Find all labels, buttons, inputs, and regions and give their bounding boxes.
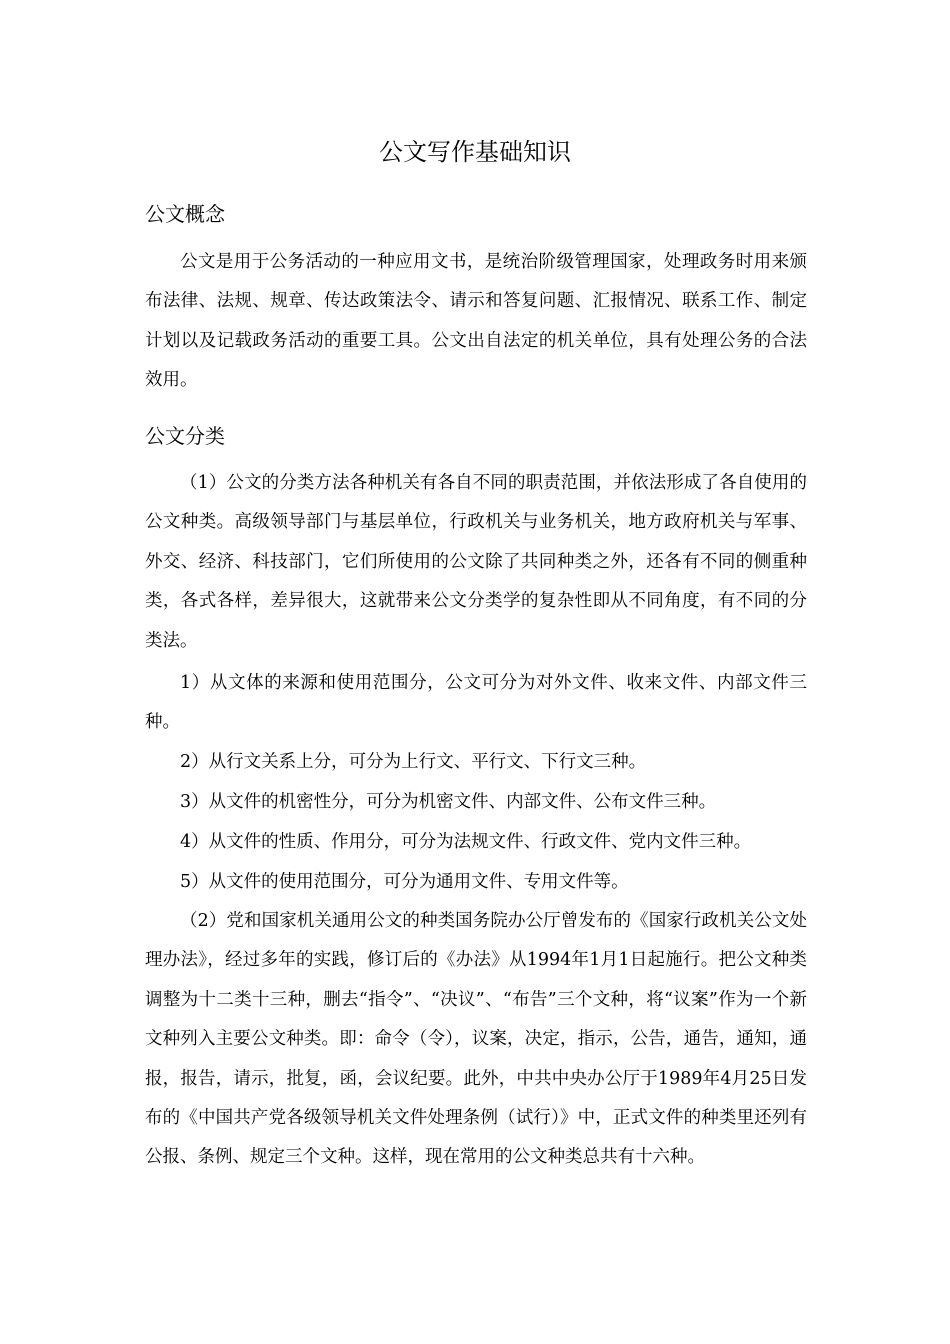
document-title: 公文写作基础知识	[379, 138, 571, 166]
section-heading-classification: 公文分类	[145, 424, 225, 448]
list-item-classification-a: 1）从文体的来源和使用范围分，公文可分为对外文件、收来文件、内部文件三种。	[145, 673, 807, 733]
paragraph-classification-1: （1）公文的分类方法各种机关有各自不同的职责范围，并依法形成了各自使用的公文种类。高级领导部门与基层单位，行政机关与业务机关，地方政府机关与军事、外交、经济、科技部门，它们所使用的公文除了共同种类之外，还各有不同的侧重种类，各式各样，差异很大，这就带来公文分类学的复杂性即从不同角度，有不同的分类法。	[145, 473, 807, 651]
paragraph-concept: 公文是用于公务活动的一种应用文书，是统治阶级管理国家，处理政务时用来颁布法律、法规、规章、传达政策法令、请示和答复问题、汇报情况、联系工作、制定计划以及记载政务活动的重要工具。公文出自法定的机关单位，具有处理公务的合法效用。	[145, 252, 807, 391]
list-item-classification-c: 3）从文件的机密性分，可分为机密文件、内部文件、公布文件三种。	[180, 792, 717, 812]
section-heading-concept: 公文概念	[145, 202, 225, 226]
list-item-classification-e: 5）从文件的使用范围分，可分为通用文件、专用文件等。	[180, 872, 629, 892]
paragraph-classification-2: （2）党和国家机关通用公文的种类国务院办公厅曾发布的《国家行政机关公文处理办法》，经过多年的实践，修订后的《办法》从1994年1月1日起施行。把公文种类调整为十二类十三种，删去“指令”、“决议”、“布告”三个文种，将“议案”作为一个新文种列入主要公文种类。即：命令（令），议案，决定，指示，公告，通告，通知，通报，报告，请示，批复，函，会议纪要。此外，中共中央办公厅于1989年4月25日发布的《中国共产党各级领导机关文件处理条例（试行）》中，正式文件的种类里还列有公报、条例、规定三个文种。这样，现在常用的公文种类总共有十六种。	[145, 911, 807, 1168]
list-item-classification-b: 2）从行文关系上分，可分为上行文、平行文、下行文三种。	[180, 752, 647, 772]
list-item-classification-d: 4）从文件的性质、作用分，可分为法规文件、行政文件、党内文件三种。	[180, 832, 752, 852]
